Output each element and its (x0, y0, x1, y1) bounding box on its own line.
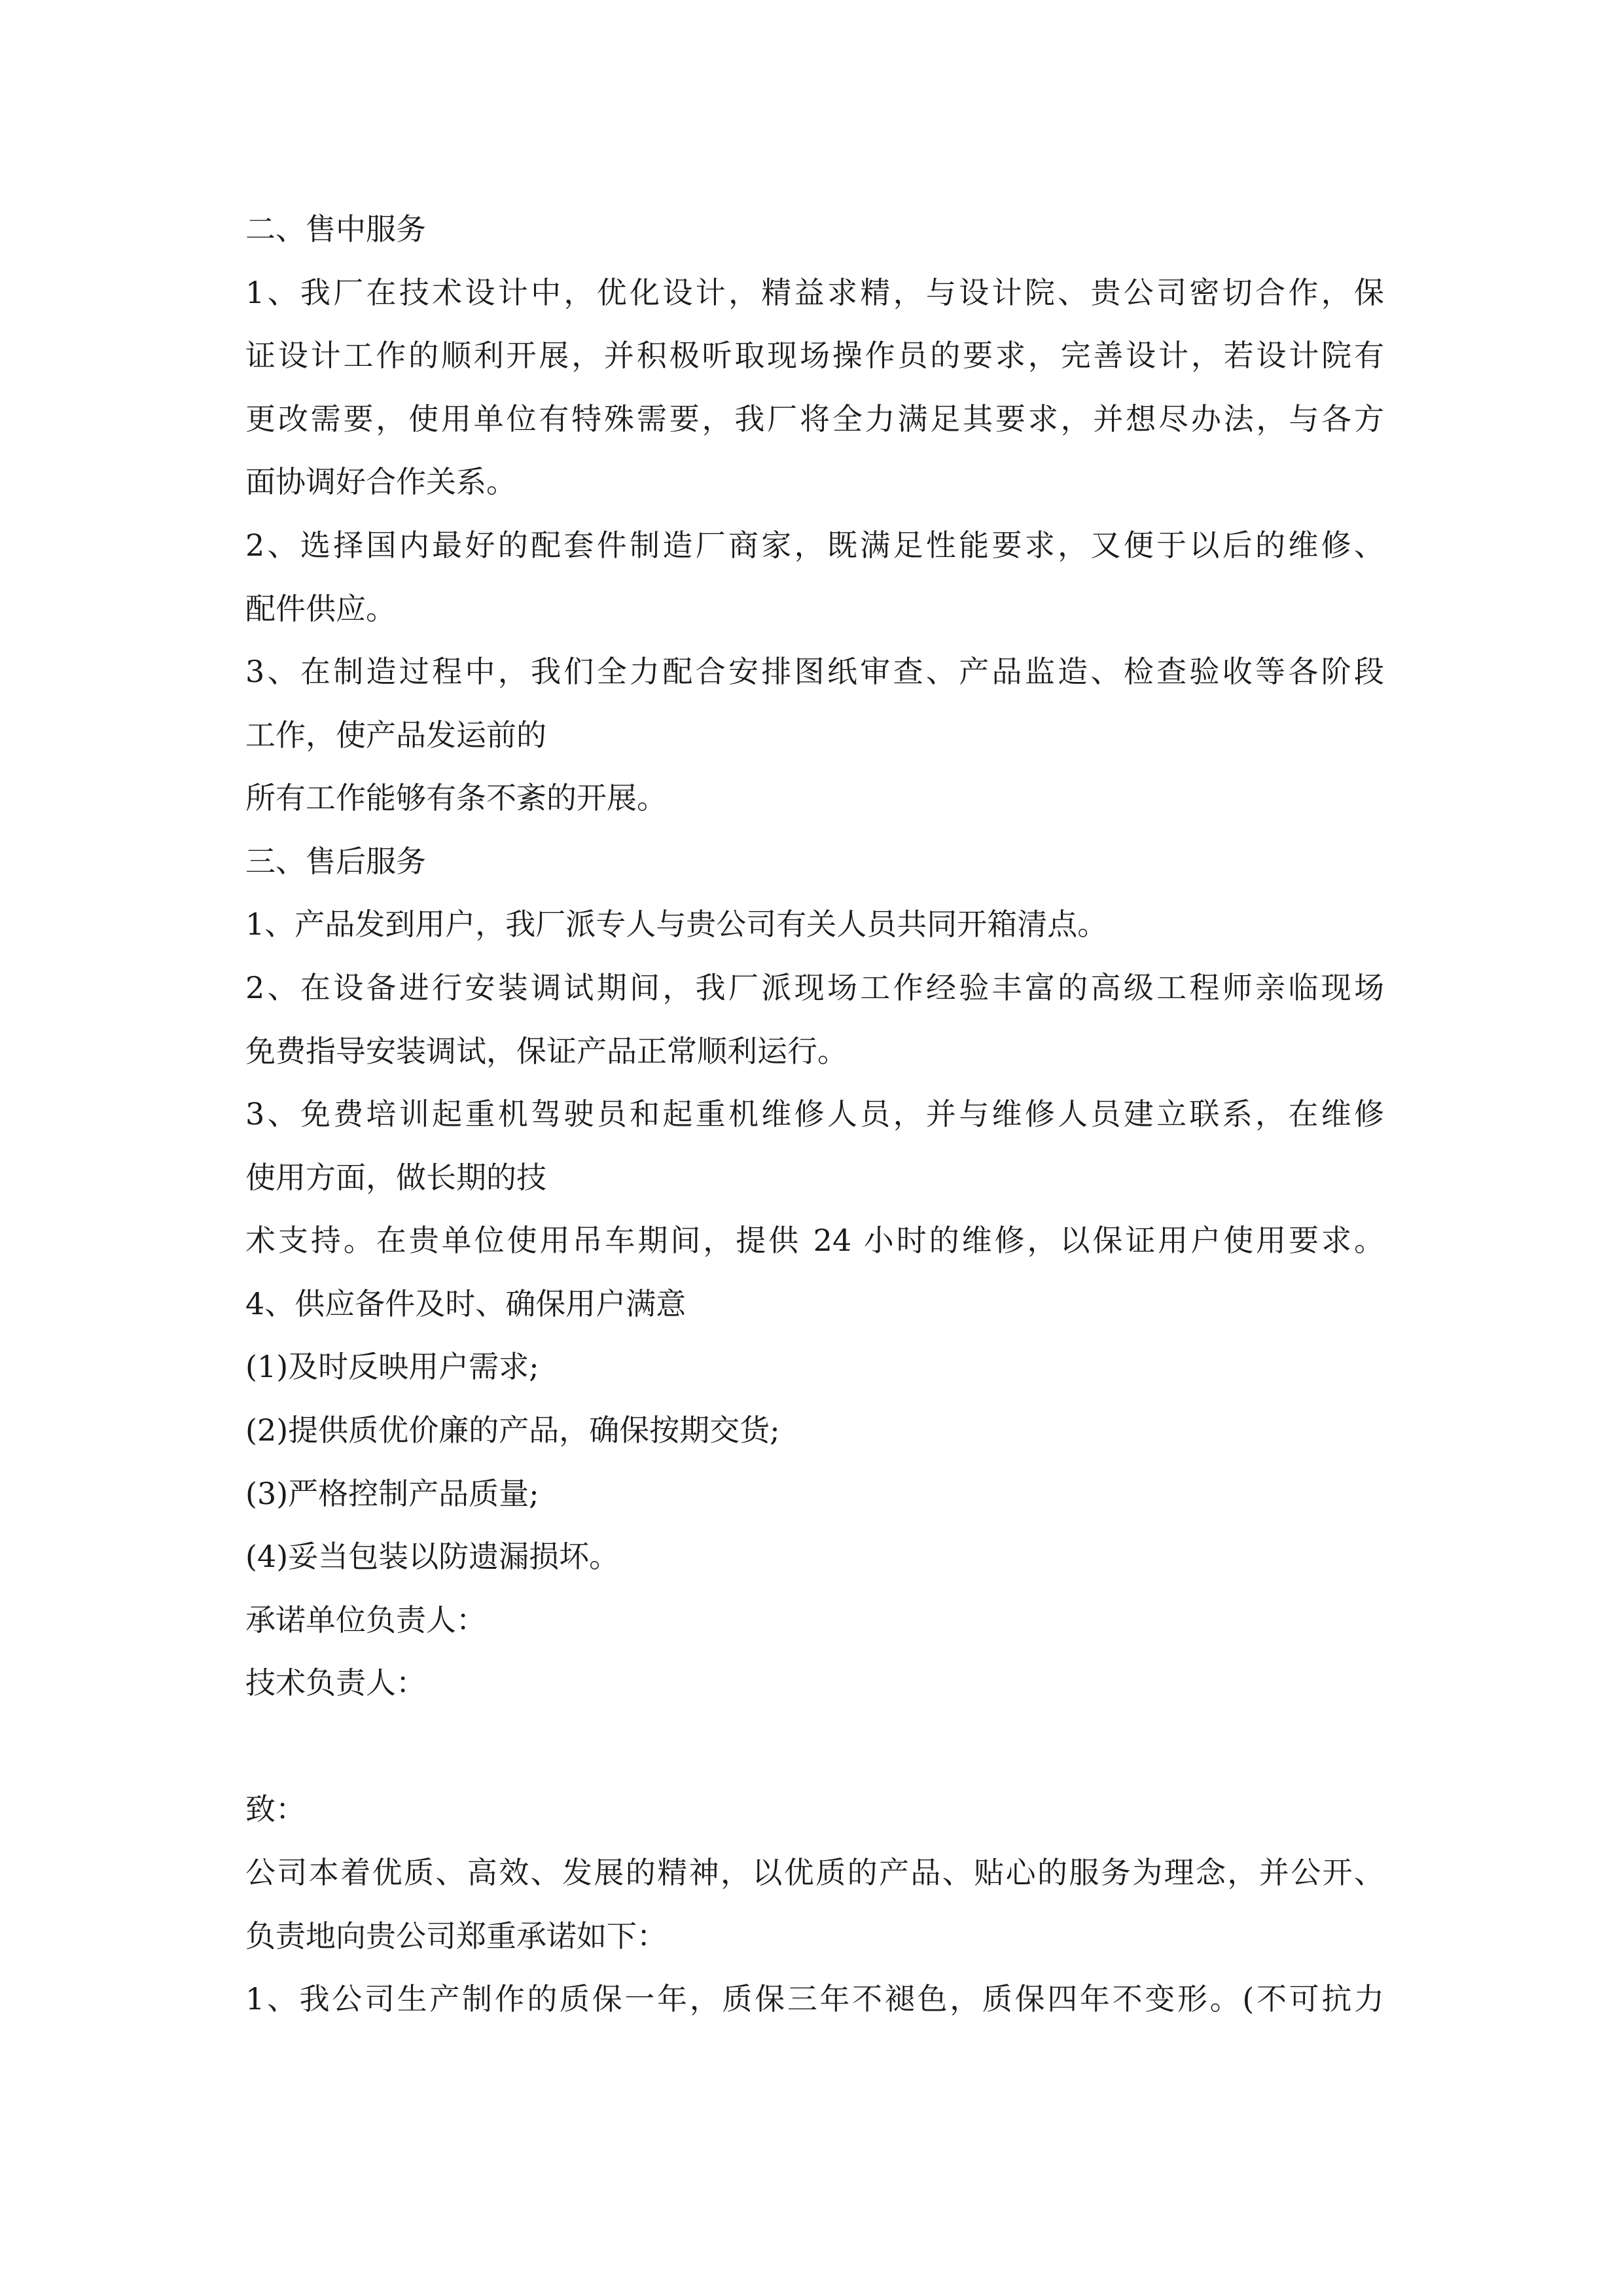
paragraph-line: 1、产品发到用户，我厂派专人与贵公司有关人员共同开箱清点。 (245, 906, 1108, 942)
paragraph-line: 证设计工作的顺利开展，并积极听取现场操作员的要求，完善设计，若设计院有 (245, 338, 1384, 373)
paragraph-line: 公司本着优质、高效、发展的精神，以优质的产品、贴心的服务为理念，并公开、 (245, 1855, 1384, 1890)
paragraph-line: 更改需要，使用单位有特殊需要，我厂将全力满足其要求，并想尽办法，与各方 (245, 401, 1384, 437)
section-heading-after-sale-service: 三、售后服务 (245, 844, 426, 879)
paragraph-line: 2、在设备进行安装调试期间，我厂派现场工作经验丰富的高级工程师亲临现场 (245, 970, 1384, 1005)
letter-salutation: 致： (245, 1791, 306, 1827)
list-item: (2)提供质优价廉的产品，确保按期交货; (245, 1412, 780, 1448)
paragraph-line: 1、我公司生产制作的质保一年，质保三年不褪色，质保四年不变形。(不可抗力 (245, 1981, 1384, 2017)
list-item: (4)妥当包装以防遗漏损坏。 (245, 1539, 620, 1574)
paragraph-line: 术支持。在贵单位使用吊车期间，提供 24 小时的维修，以保证用户使用要求。 (245, 1223, 1384, 1258)
list-item: (3)严格控制产品质量; (245, 1476, 539, 1511)
paragraph-line: 工作，使产品发运前的 (245, 717, 546, 753)
signature-label-unit-head: 承诺单位负责人： (245, 1602, 486, 1638)
paragraph-line: 使用方面，做长期的技 (245, 1160, 546, 1195)
list-item: (1)及时反映用户需求; (245, 1349, 539, 1384)
paragraph-line: 3、免费培训起重机驾驶员和起重机维修人员，并与维修人员建立联系，在维修 (245, 1096, 1384, 1132)
paragraph-line: 2、选择国内最好的配套件制造厂商家，既满足性能要求，又便于以后的维修、 (245, 528, 1384, 563)
paragraph-line: 免费指导安装调试，保证产品正常顺利运行。 (245, 1033, 847, 1069)
paragraph-line: 1、我厂在技术设计中，优化设计，精益求精，与设计院、贵公司密切合作，保 (245, 275, 1384, 310)
section-heading-in-sale-service: 二、售中服务 (245, 211, 426, 247)
paragraph-line: 4、供应备件及时、确保用户满意 (245, 1286, 687, 1321)
paragraph-line: 负责地向贵公司郑重承诺如下： (245, 1918, 667, 1954)
paragraph-line: 所有工作能够有条不紊的开展。 (245, 780, 667, 816)
paragraph-line: 面协调好合作关系。 (245, 464, 516, 499)
paragraph-line: 配件供应。 (245, 591, 396, 626)
paragraph-line: 3、在制造过程中，我们全力配合安排图纸审查、产品监造、检查验收等各阶段 (245, 654, 1384, 689)
signature-label-technical-head: 技术负责人： (245, 1665, 426, 1700)
